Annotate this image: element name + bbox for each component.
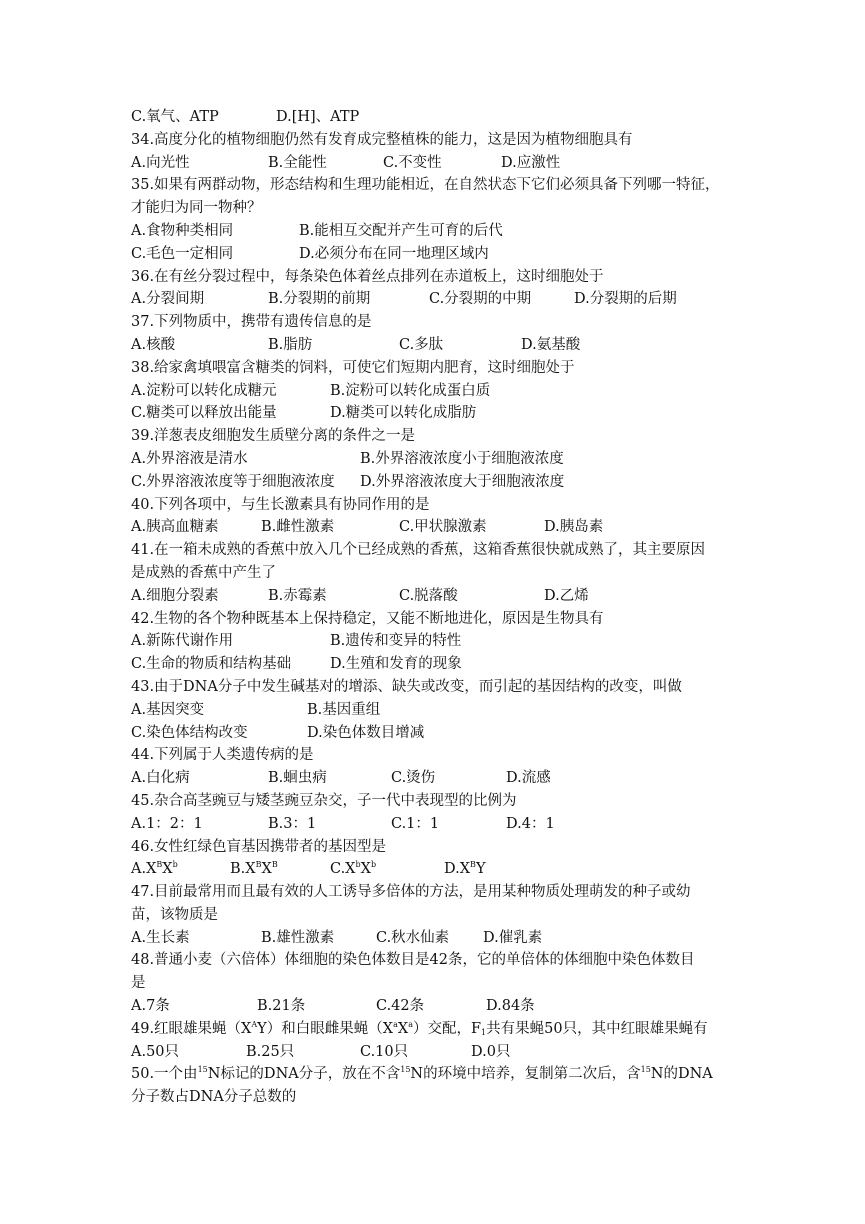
text-segment: X xyxy=(162,861,173,878)
text-segment: N的环境中培养，复制第二次后，含 xyxy=(410,1066,641,1083)
text-segment: 49.红眼雄果蝇（X xyxy=(131,1020,252,1037)
subscript: 1 xyxy=(481,1027,487,1037)
question-line xyxy=(131,608,741,631)
answer-option: D.分裂期的后期 xyxy=(574,291,677,308)
text-segment: X xyxy=(397,1020,409,1037)
answer-option: D.外界溶液浓度大于细胞液浓度 xyxy=(360,473,565,490)
answer-option: A.7条 xyxy=(131,998,170,1015)
answer-option: D.应激性 xyxy=(501,154,561,171)
question-text: 35.如果有两群动物，形态结构和生理功能相近，在自然状态下它们必须具备下列哪一特征， xyxy=(131,177,720,194)
formula-text xyxy=(131,858,178,881)
text-segment: 50.一个由 xyxy=(131,1066,198,1083)
text-segment: X xyxy=(261,861,272,878)
question-text: 38.给家禽填喂富含糖类的饲料，可使它们短期内肥育，这时细胞处于 xyxy=(131,359,575,376)
text-segment: Y）和白眼雌果蝇（X xyxy=(257,1020,394,1037)
answer-option: C.多肽 xyxy=(399,336,444,353)
answer-option: C.染色体结构改变 xyxy=(131,724,248,741)
question-line xyxy=(131,494,741,517)
options-line xyxy=(131,630,741,653)
superscript: B xyxy=(470,860,476,870)
answer-option: D.乙烯 xyxy=(544,587,589,604)
superscript: 15 xyxy=(197,1065,208,1075)
text-segment: ）交配，F xyxy=(412,1020,482,1037)
question-line xyxy=(131,790,741,813)
answer-option: A.向光性 xyxy=(131,154,190,171)
question-line xyxy=(131,311,741,334)
question-line xyxy=(131,129,741,152)
superscript: B xyxy=(255,860,262,870)
options-line xyxy=(131,471,741,494)
options-line xyxy=(131,722,741,745)
options-line xyxy=(131,995,741,1018)
superscript: b xyxy=(355,860,361,870)
answer-option: D.氨基酸 xyxy=(521,336,581,353)
text-segment: Y xyxy=(475,861,486,878)
answer-option: D.胰岛素 xyxy=(544,519,604,536)
answer-option: D.必须分布在同一地理区域内 xyxy=(299,245,489,262)
superscript: 15 xyxy=(640,1065,651,1075)
question-line xyxy=(131,174,741,197)
answer-option: D.流感 xyxy=(506,770,551,787)
question-line xyxy=(131,904,741,927)
superscript: 15 xyxy=(400,1065,411,1075)
question-text: 才能归为同一物种？ xyxy=(131,200,262,217)
question-text: 40.下列各项中，与生长激素具有协同作用的是 xyxy=(131,496,430,513)
text-segment: A.X xyxy=(131,861,157,878)
question-text: 48.普通小麦（六倍体）体细胞的染色体数目是42条，它的单倍体的体细胞中染色体数目 xyxy=(131,952,695,969)
text-segment: N标记的DNA分子，放在不含 xyxy=(207,1066,401,1083)
answer-option: C.氧气、ATP xyxy=(131,109,219,125)
options-line xyxy=(131,334,741,357)
answer-option: A.分裂间期 xyxy=(131,291,205,308)
options-line xyxy=(131,653,741,676)
formula-text xyxy=(330,858,376,881)
options-line xyxy=(131,220,741,243)
options-line xyxy=(131,402,741,425)
answer-option: C.外界溶液浓度等于细胞液浓度 xyxy=(131,473,335,490)
answer-option: C.糖类可以释放出能量 xyxy=(131,405,277,422)
answer-option: C.毛色一定相同 xyxy=(131,245,234,262)
answer-option: C.1：1 xyxy=(391,815,440,832)
question-line xyxy=(131,744,741,767)
answer-option: A.核酸 xyxy=(131,336,176,353)
answer-option: A.50只 xyxy=(131,1043,180,1060)
text-segment: N的DNA xyxy=(650,1066,713,1083)
superscript: A xyxy=(251,1019,258,1029)
formula-line xyxy=(131,858,741,881)
question-line xyxy=(131,676,741,699)
options-line xyxy=(131,767,741,790)
question-text: 42.生物的各个物种既基本上保持稳定，又能不断地进化，原因是生物具有 xyxy=(131,610,604,627)
answer-option: C.生命的物质和结构基础 xyxy=(131,656,292,673)
options-line xyxy=(131,380,741,403)
answer-option: B.能相互交配并产生可育的后代 xyxy=(299,222,503,239)
answer-option: B.基因重组 xyxy=(307,701,381,718)
question-line xyxy=(131,197,741,220)
superscript: B xyxy=(156,860,163,870)
superscript: B xyxy=(271,860,278,870)
question-text: 36.在有丝分裂过程中，每条染色体着丝点排列在赤道板上，这时细胞处于 xyxy=(131,268,604,285)
question-text: 44.下列属于人类遗传病的是 xyxy=(131,747,314,764)
question-line xyxy=(131,266,741,289)
question-line xyxy=(131,949,741,972)
text-segment: 共有果蝇50只，其中红眼雄果蝇有 xyxy=(486,1020,708,1037)
answer-option: C.不变性 xyxy=(383,154,442,171)
options-line xyxy=(131,152,741,175)
answer-option: A.生长素 xyxy=(131,929,190,946)
formula-line xyxy=(131,1063,741,1086)
options-line xyxy=(131,927,741,950)
question-line xyxy=(131,881,741,904)
superscript: a xyxy=(393,1019,398,1029)
answer-option: B.雄性激素 xyxy=(261,929,335,946)
superscript: b xyxy=(172,860,178,870)
question-line xyxy=(131,972,741,995)
answer-option: B.遗传和变异的特性 xyxy=(330,633,462,650)
answer-option: D.催乳素 xyxy=(483,929,543,946)
options-line xyxy=(131,699,741,722)
question-line xyxy=(131,1086,741,1109)
answer-option: B.赤霉素 xyxy=(268,587,327,604)
formula-line xyxy=(131,1018,741,1041)
question-text: 41.在一箱未成熟的香蕉中放入几个已经成熟的香蕉，这箱香蕉很快就成熟了，其主要原因 xyxy=(131,542,706,559)
question-text: 43.由于DNA分子中发生碱基对的增添、缺失或改变，而引起的基因结构的改变，叫做 xyxy=(131,678,682,695)
options-line xyxy=(131,1041,741,1064)
formula-text xyxy=(444,858,486,881)
answer-option: A.细胞分裂素 xyxy=(131,587,219,604)
answer-option: A.基因突变 xyxy=(131,701,205,718)
options-line xyxy=(131,516,741,539)
answer-option: B.外界溶液浓度小于细胞液浓度 xyxy=(360,450,564,467)
formula-text xyxy=(131,1063,713,1086)
answer-option: D.染色体数目增减 xyxy=(307,724,425,741)
answer-option: B.脂肪 xyxy=(268,336,313,353)
question-text: 47.目前最常用而且最有效的人工诱导多倍体的方法，是用某种物质处理萌发的种子或幼 xyxy=(131,884,691,901)
answer-option: A.白化病 xyxy=(131,770,190,787)
options-line xyxy=(131,448,741,471)
question-line xyxy=(131,562,741,585)
question-line xyxy=(131,357,741,380)
question-text: 是 xyxy=(131,975,146,992)
answer-option: B.21条 xyxy=(257,998,306,1015)
answer-option: B.25只 xyxy=(246,1043,295,1060)
answer-option: C.42条 xyxy=(376,998,425,1015)
answer-option: D.[H]、ATP xyxy=(276,109,360,125)
answer-option: D.4：1 xyxy=(506,815,555,832)
text-segment: B.X xyxy=(230,861,256,878)
question-line xyxy=(131,539,741,562)
answer-option: C.10只 xyxy=(360,1043,409,1060)
superscript: a xyxy=(408,1019,413,1029)
options-line xyxy=(131,288,741,311)
question-text: 是成熟的香蕉中产生了 xyxy=(131,564,276,581)
answer-option: A.外界溶液是清水 xyxy=(131,450,248,467)
options-line xyxy=(131,106,741,129)
question-text: 39.洋葱表皮细胞发生质壁分离的条件之一是 xyxy=(131,428,416,445)
options-line xyxy=(131,243,741,266)
question-line xyxy=(131,425,741,448)
answer-option: B.雌性激素 xyxy=(261,519,335,536)
answer-option: B.全能性 xyxy=(268,154,327,171)
question-text: 37.下列物质中，携带有遗传信息的是 xyxy=(131,314,372,331)
answer-option: D.生殖和发育的现象 xyxy=(330,656,462,673)
answer-option: A.1：2：1 xyxy=(131,815,203,832)
question-text: 苗，该物质是 xyxy=(131,906,218,923)
document-body xyxy=(131,106,741,1109)
question-text: 45.杂合高茎豌豆与矮茎豌豆杂交，子一代中表现型的比例为 xyxy=(131,792,517,809)
answer-option: C.秋水仙素 xyxy=(376,929,450,946)
answer-option: B.3：1 xyxy=(268,815,317,832)
options-line xyxy=(131,585,741,608)
answer-option: D.糖类可以转化成脂肪 xyxy=(330,405,477,422)
answer-option: A.胰高血糖素 xyxy=(131,519,219,536)
text-segment: D.X xyxy=(444,861,471,878)
superscript: b xyxy=(370,860,377,870)
formula-text xyxy=(230,858,278,881)
answer-option: C.甲状腺激素 xyxy=(399,519,487,536)
answer-option: A.食物种类相同 xyxy=(131,222,234,239)
question-line xyxy=(131,836,741,859)
answer-option: A.新陈代谢作用 xyxy=(131,633,234,650)
answer-option: B.淀粉可以转化成蛋白质 xyxy=(330,382,491,399)
answer-option: D.0只 xyxy=(471,1043,511,1060)
options-line xyxy=(131,813,741,836)
question-text: 分子数占DNA分子总数的 xyxy=(131,1089,297,1106)
question-text: 34.高度分化的植物细胞仍然有发育成完整植株的能力，这是因为植物细胞具有 xyxy=(131,131,633,148)
answer-option: B.分裂期的前期 xyxy=(268,291,371,308)
answer-option: C.烫伤 xyxy=(391,770,436,787)
answer-option: D.84条 xyxy=(486,998,535,1015)
question-text: 46.女性红绿色盲基因携带者的基因型是 xyxy=(131,838,387,855)
formula-text xyxy=(131,1018,708,1041)
text-segment: X xyxy=(360,861,371,878)
answer-option: A.淀粉可以转化成糖元 xyxy=(131,382,277,399)
answer-option: B.蛔虫病 xyxy=(268,770,327,787)
answer-option: C.分裂期的中期 xyxy=(429,291,532,308)
text-segment: C.X xyxy=(330,861,356,878)
answer-option: C.脱落酸 xyxy=(399,587,458,604)
